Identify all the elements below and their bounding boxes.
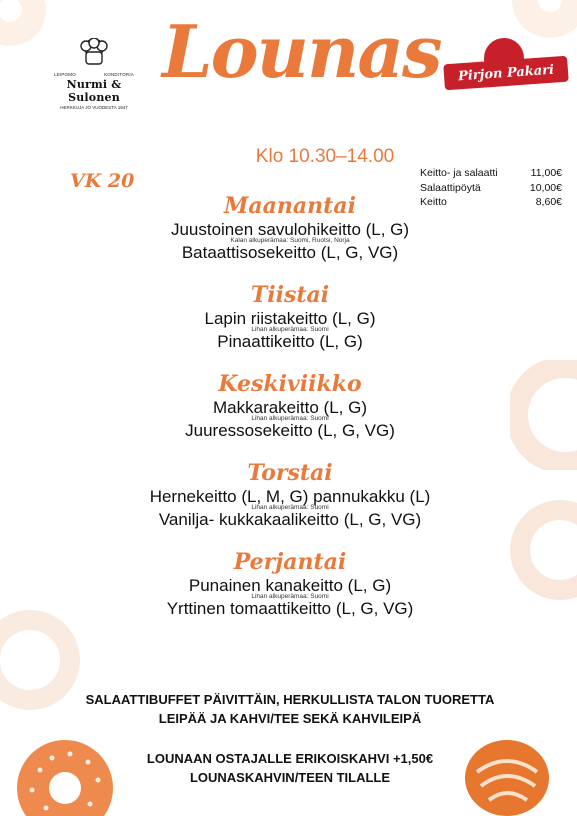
note-line: LOUNASKAHVIN/TEEN TILALLE	[189, 770, 391, 785]
dish-2: Yrttinen tomaattikeitto (L, G, VG)	[166, 599, 414, 618]
dish-1: Hernekeitto (L, M, G) pannukakku (L)	[149, 487, 431, 506]
origin-note: Lihan alkuperämaa: Suomi	[251, 593, 329, 600]
dish-1: Punainen kanakeitto (L, G)	[188, 576, 392, 595]
dish-1: Makkarakeitto (L, G)	[213, 398, 367, 417]
note-line: LEIPÄÄ JA KAHVI/TEE SEKÄ KAHVILEIPÄ	[158, 711, 422, 726]
logo-brand-name: Nurmi & Sulonen	[66, 78, 122, 104]
origin-note: Lihan alkuperämaa: Suomi	[251, 504, 329, 511]
day-friday	[60, 548, 520, 619]
price-label: Keitto	[420, 196, 447, 208]
dish-2: Juuressosekeitto (L, G, VG)	[185, 421, 395, 440]
weekly-menu	[60, 192, 520, 621]
dish-2: Pinaattikeitto (L, G)	[217, 332, 363, 351]
origin-note: Kalan alkuperämaa: Suomi, Ruotsi, Norja	[230, 237, 350, 244]
price-label: Salaattipöytä	[420, 181, 481, 194]
note-line: LOUNAAN OSTAJALLE ERIKOISKAHVI +1,50€	[146, 751, 434, 766]
pirjon-pakari-logo	[444, 36, 568, 96]
opening-hours: Klo 10.30–14.00	[255, 146, 395, 167]
origin-note: Lihan alkuperämaa: Suomi	[251, 415, 329, 422]
page-title: Lounas	[162, 9, 441, 94]
logo-line-left: LEIPOMO	[54, 72, 76, 77]
footer-notes	[60, 690, 520, 787]
day-monday	[60, 192, 520, 263]
price-value: 11,00€	[530, 167, 562, 179]
day-thursday	[60, 459, 520, 530]
dish-1: Juustoinen savulohikeitto (L, G)	[170, 220, 410, 239]
nurmi-sulonen-logo	[46, 38, 142, 110]
week-number: VK 20	[70, 170, 135, 192]
logo-line-right: KONDITORIA	[104, 72, 134, 77]
day-name: Maanantai	[224, 193, 356, 219]
dish-1: Lapin riistakeitto (L, G)	[204, 309, 376, 328]
chef-icon	[74, 38, 114, 66]
price-label: Keitto- ja salaatti	[420, 167, 498, 179]
day-name: Keskiviikko	[218, 371, 362, 397]
logo-ribbon	[443, 56, 569, 91]
logo-brand-name-right: Pirjon Pakari	[457, 62, 555, 84]
logo-since: HERKKUJA JO VUODESTA 1947	[60, 105, 128, 110]
day-name: Torstai	[247, 460, 333, 486]
spacer	[60, 728, 520, 749]
price-value: 10,00€	[529, 181, 562, 194]
day-name: Perjantai	[233, 549, 347, 575]
donut-decoration-right-1	[510, 360, 577, 470]
origin-note: Lihan alkuperämaa: Suomi	[251, 326, 329, 333]
day-name: Tiistai	[250, 282, 330, 308]
note-line: SALAATTIBUFFET PÄIVITTÄIN, HERKULLISTA TALON TUORETTA	[85, 692, 495, 707]
price-row	[420, 166, 562, 181]
dish-2: Vanilja- kukkakaalikeitto (L, G, VG)	[158, 510, 422, 529]
price-value: 8,60€	[535, 196, 562, 208]
day-tuesday	[60, 281, 520, 352]
dish-2: Bataattisosekeitto (L, G, VG)	[181, 243, 399, 262]
day-wednesday	[60, 370, 520, 441]
